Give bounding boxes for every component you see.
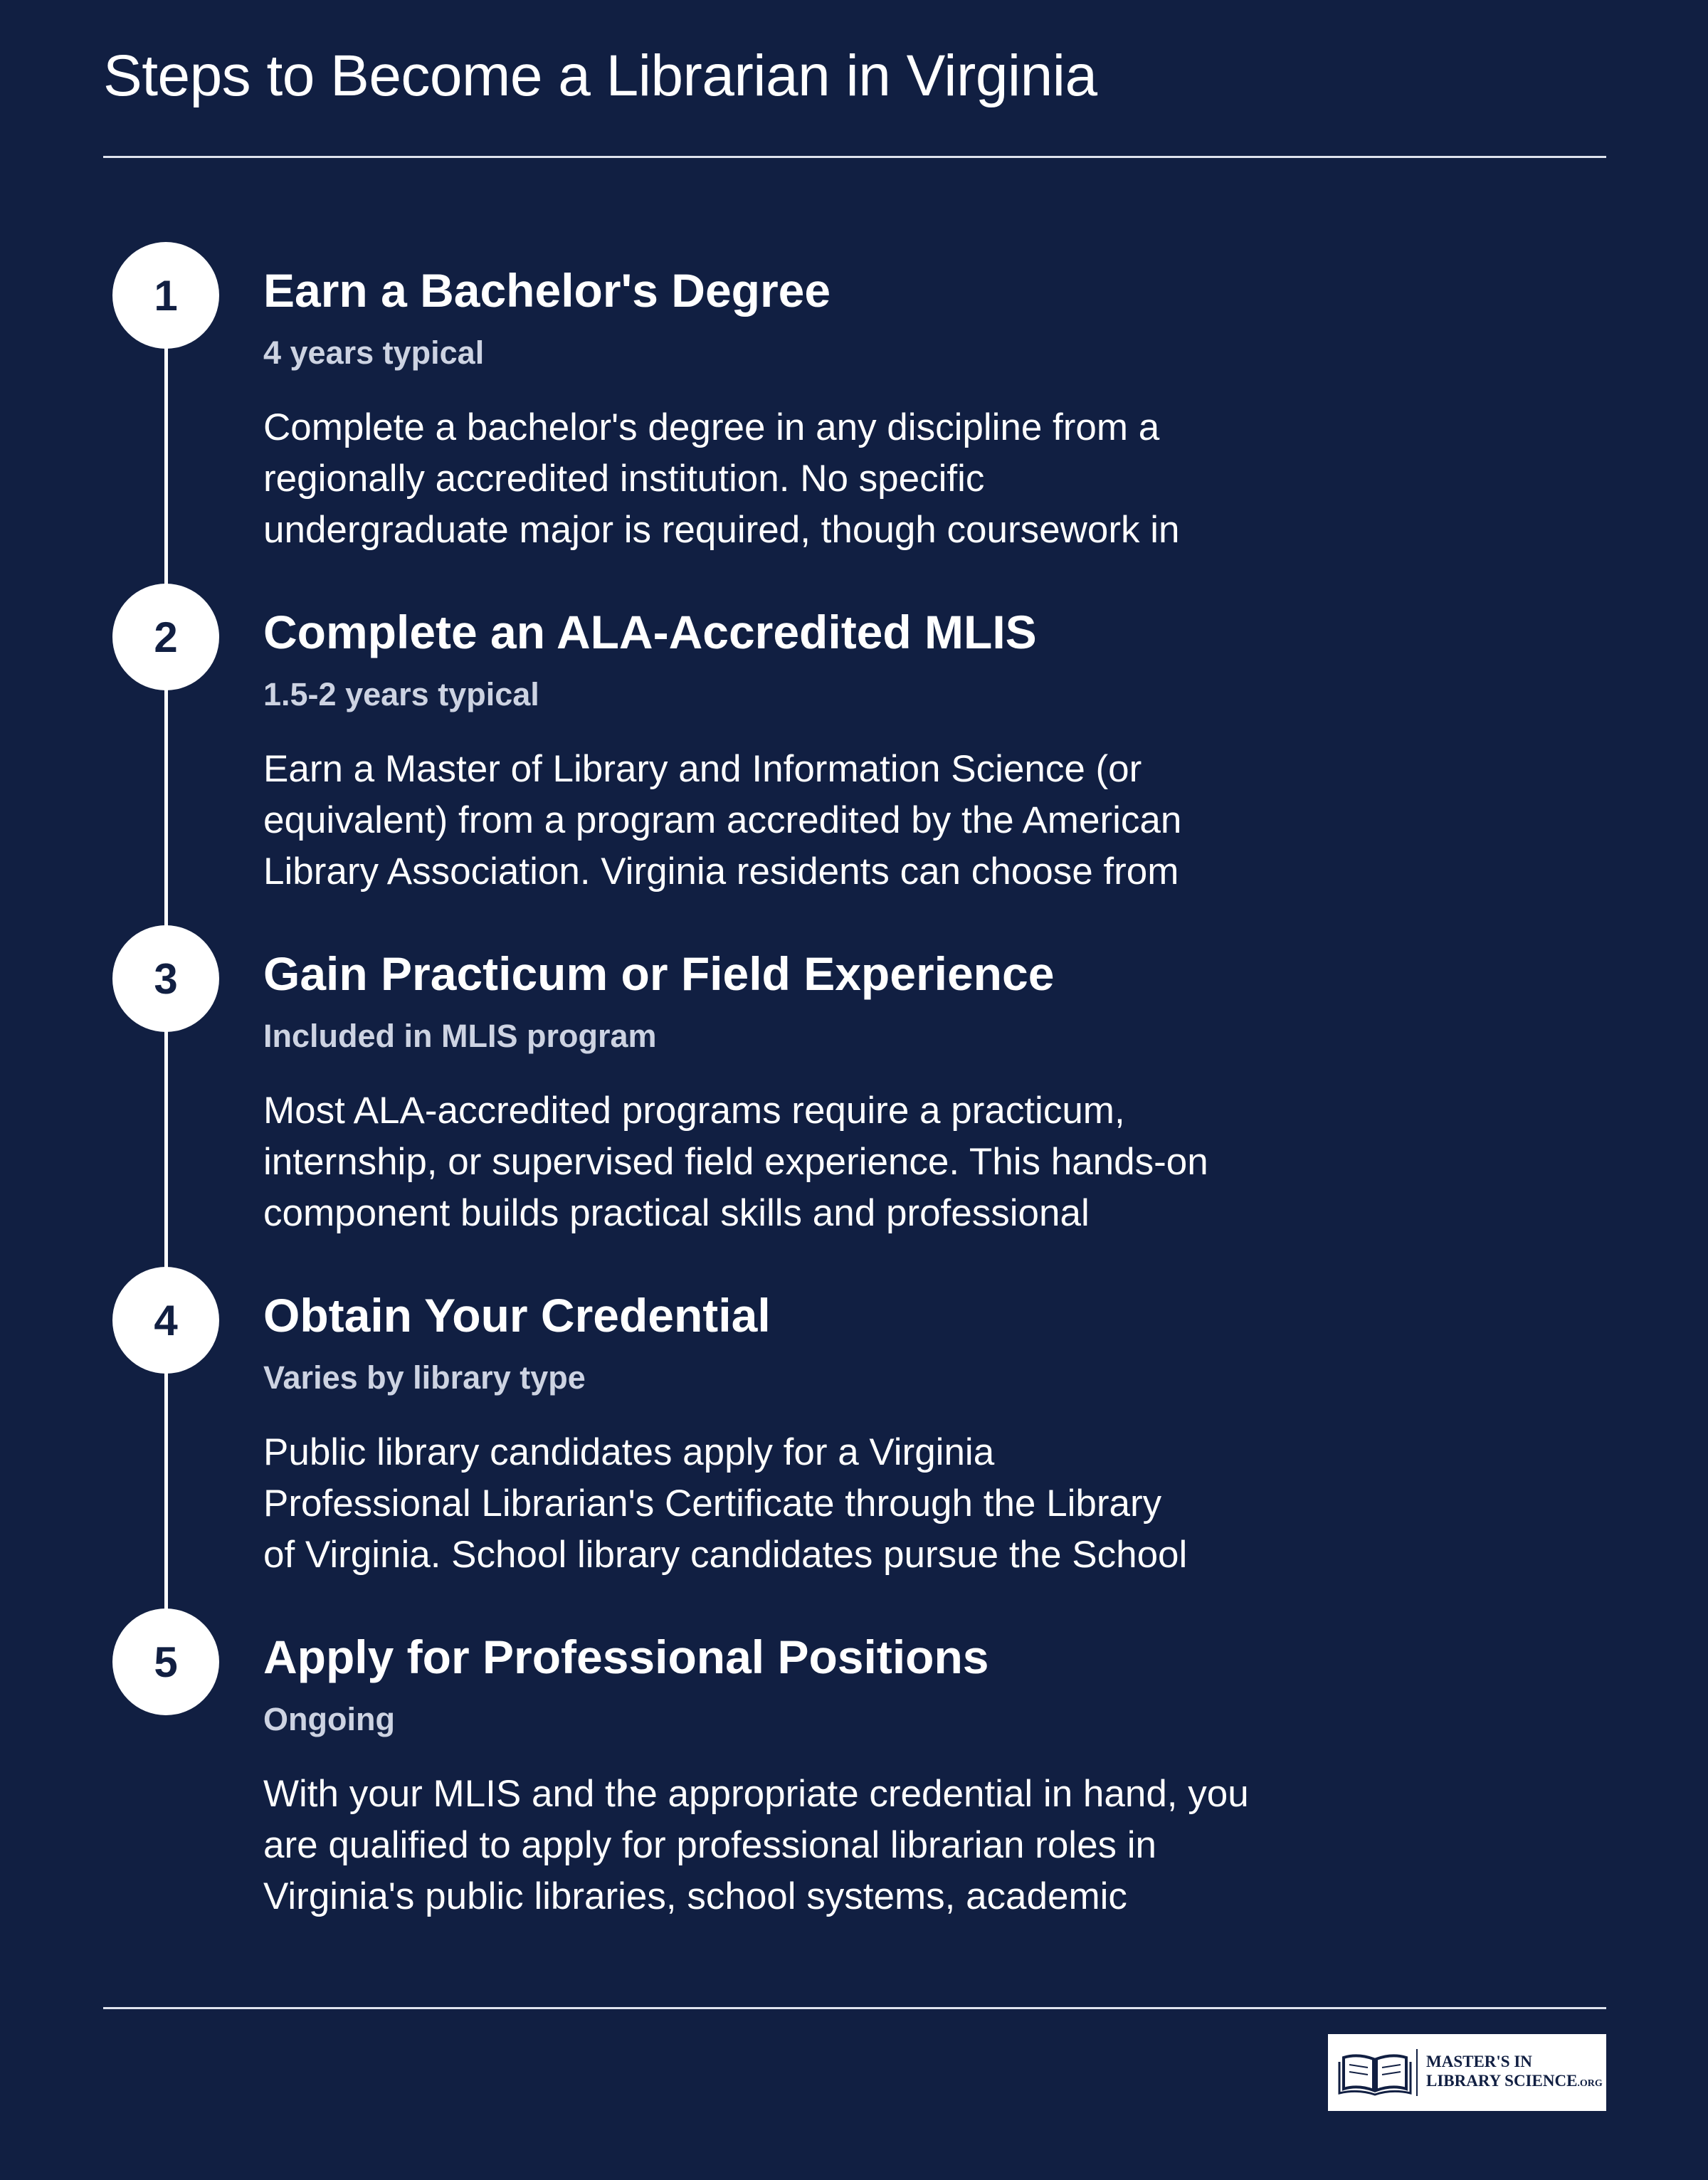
step-description-line: component builds practical skills and professional [263, 1192, 1090, 1234]
step-number-badge: 2 [112, 584, 219, 690]
footer-divider [103, 2007, 1606, 2009]
step-description-line: Earn a Master of Library and Information Science (or [263, 748, 1142, 790]
step-description-line: Public library candidates apply for a Virginia [263, 1431, 995, 1473]
open-book-icon [1338, 2048, 1412, 2097]
step-description [263, 1769, 1331, 1922]
step-description-line: Complete a bachelor's degree in any discipline from a [263, 406, 1160, 448]
step-description-line: internship, or supervised field experience. This hands-on [263, 1141, 1208, 1183]
step-duration: Varies by library type [263, 1359, 586, 1396]
step-title: Earn a Bachelor's Degree [263, 264, 831, 317]
step-number-badge: 4 [112, 1267, 219, 1374]
page-title: Steps to Become a Librarian in Virginia [103, 43, 1097, 108]
step-title: Apply for Professional Positions [263, 1631, 989, 1683]
step-title: Complete an ALA-Accredited MLIS [263, 606, 1037, 658]
step-description-line: regionally accredited institution. No specific [263, 458, 985, 500]
step-number-badge: 5 [112, 1608, 219, 1715]
site-logo[interactable] [1328, 2034, 1606, 2111]
logo-line-1: MASTER'S IN [1426, 2053, 1532, 2070]
step-description-line: Most ALA-accredited programs require a practicum, [263, 1090, 1125, 1132]
step-number-badge: 1 [112, 242, 219, 349]
step-description-line: Professional Librarian's Certificate through the Library [263, 1483, 1162, 1525]
logo-wordmark [1426, 2052, 1603, 2093]
step-description-line: equivalent) from a program accredited by the American [263, 799, 1182, 841]
step-description [263, 1085, 1331, 1239]
step-description-line: Library Association. Virginia residents can choose from [263, 851, 1179, 892]
logo-line-2: LIBRARY SCIENCE [1426, 2072, 1578, 2090]
step-title: Obtain Your Credential [263, 1289, 771, 1342]
step-description [263, 402, 1331, 556]
step-number-badge: 3 [112, 925, 219, 1032]
step-duration: Ongoing [263, 1701, 395, 1737]
step-duration: Included in MLIS program [263, 1018, 657, 1054]
step-description [263, 744, 1331, 897]
step-title: Gain Practicum or Field Experience [263, 947, 1055, 1000]
step-description-line: With your MLIS and the appropriate credential in hand, you [263, 1773, 1249, 1815]
logo-suffix: .ORG [1577, 2078, 1603, 2089]
step-duration: 1.5-2 years typical [263, 676, 539, 712]
logo-divider [1416, 2049, 1418, 2096]
step-description-line: of Virginia. School library candidates pursue the School [263, 1534, 1188, 1576]
step-duration: 4 years typical [263, 335, 485, 371]
step-description-line: are qualified to apply for professional librarian roles in [263, 1824, 1157, 1866]
step-description-line: Virginia's public libraries, school systems, academic [263, 1875, 1127, 1917]
step-description-line: undergraduate major is required, though coursework in [263, 509, 1180, 551]
title-divider [103, 156, 1606, 158]
step-description [263, 1427, 1331, 1581]
